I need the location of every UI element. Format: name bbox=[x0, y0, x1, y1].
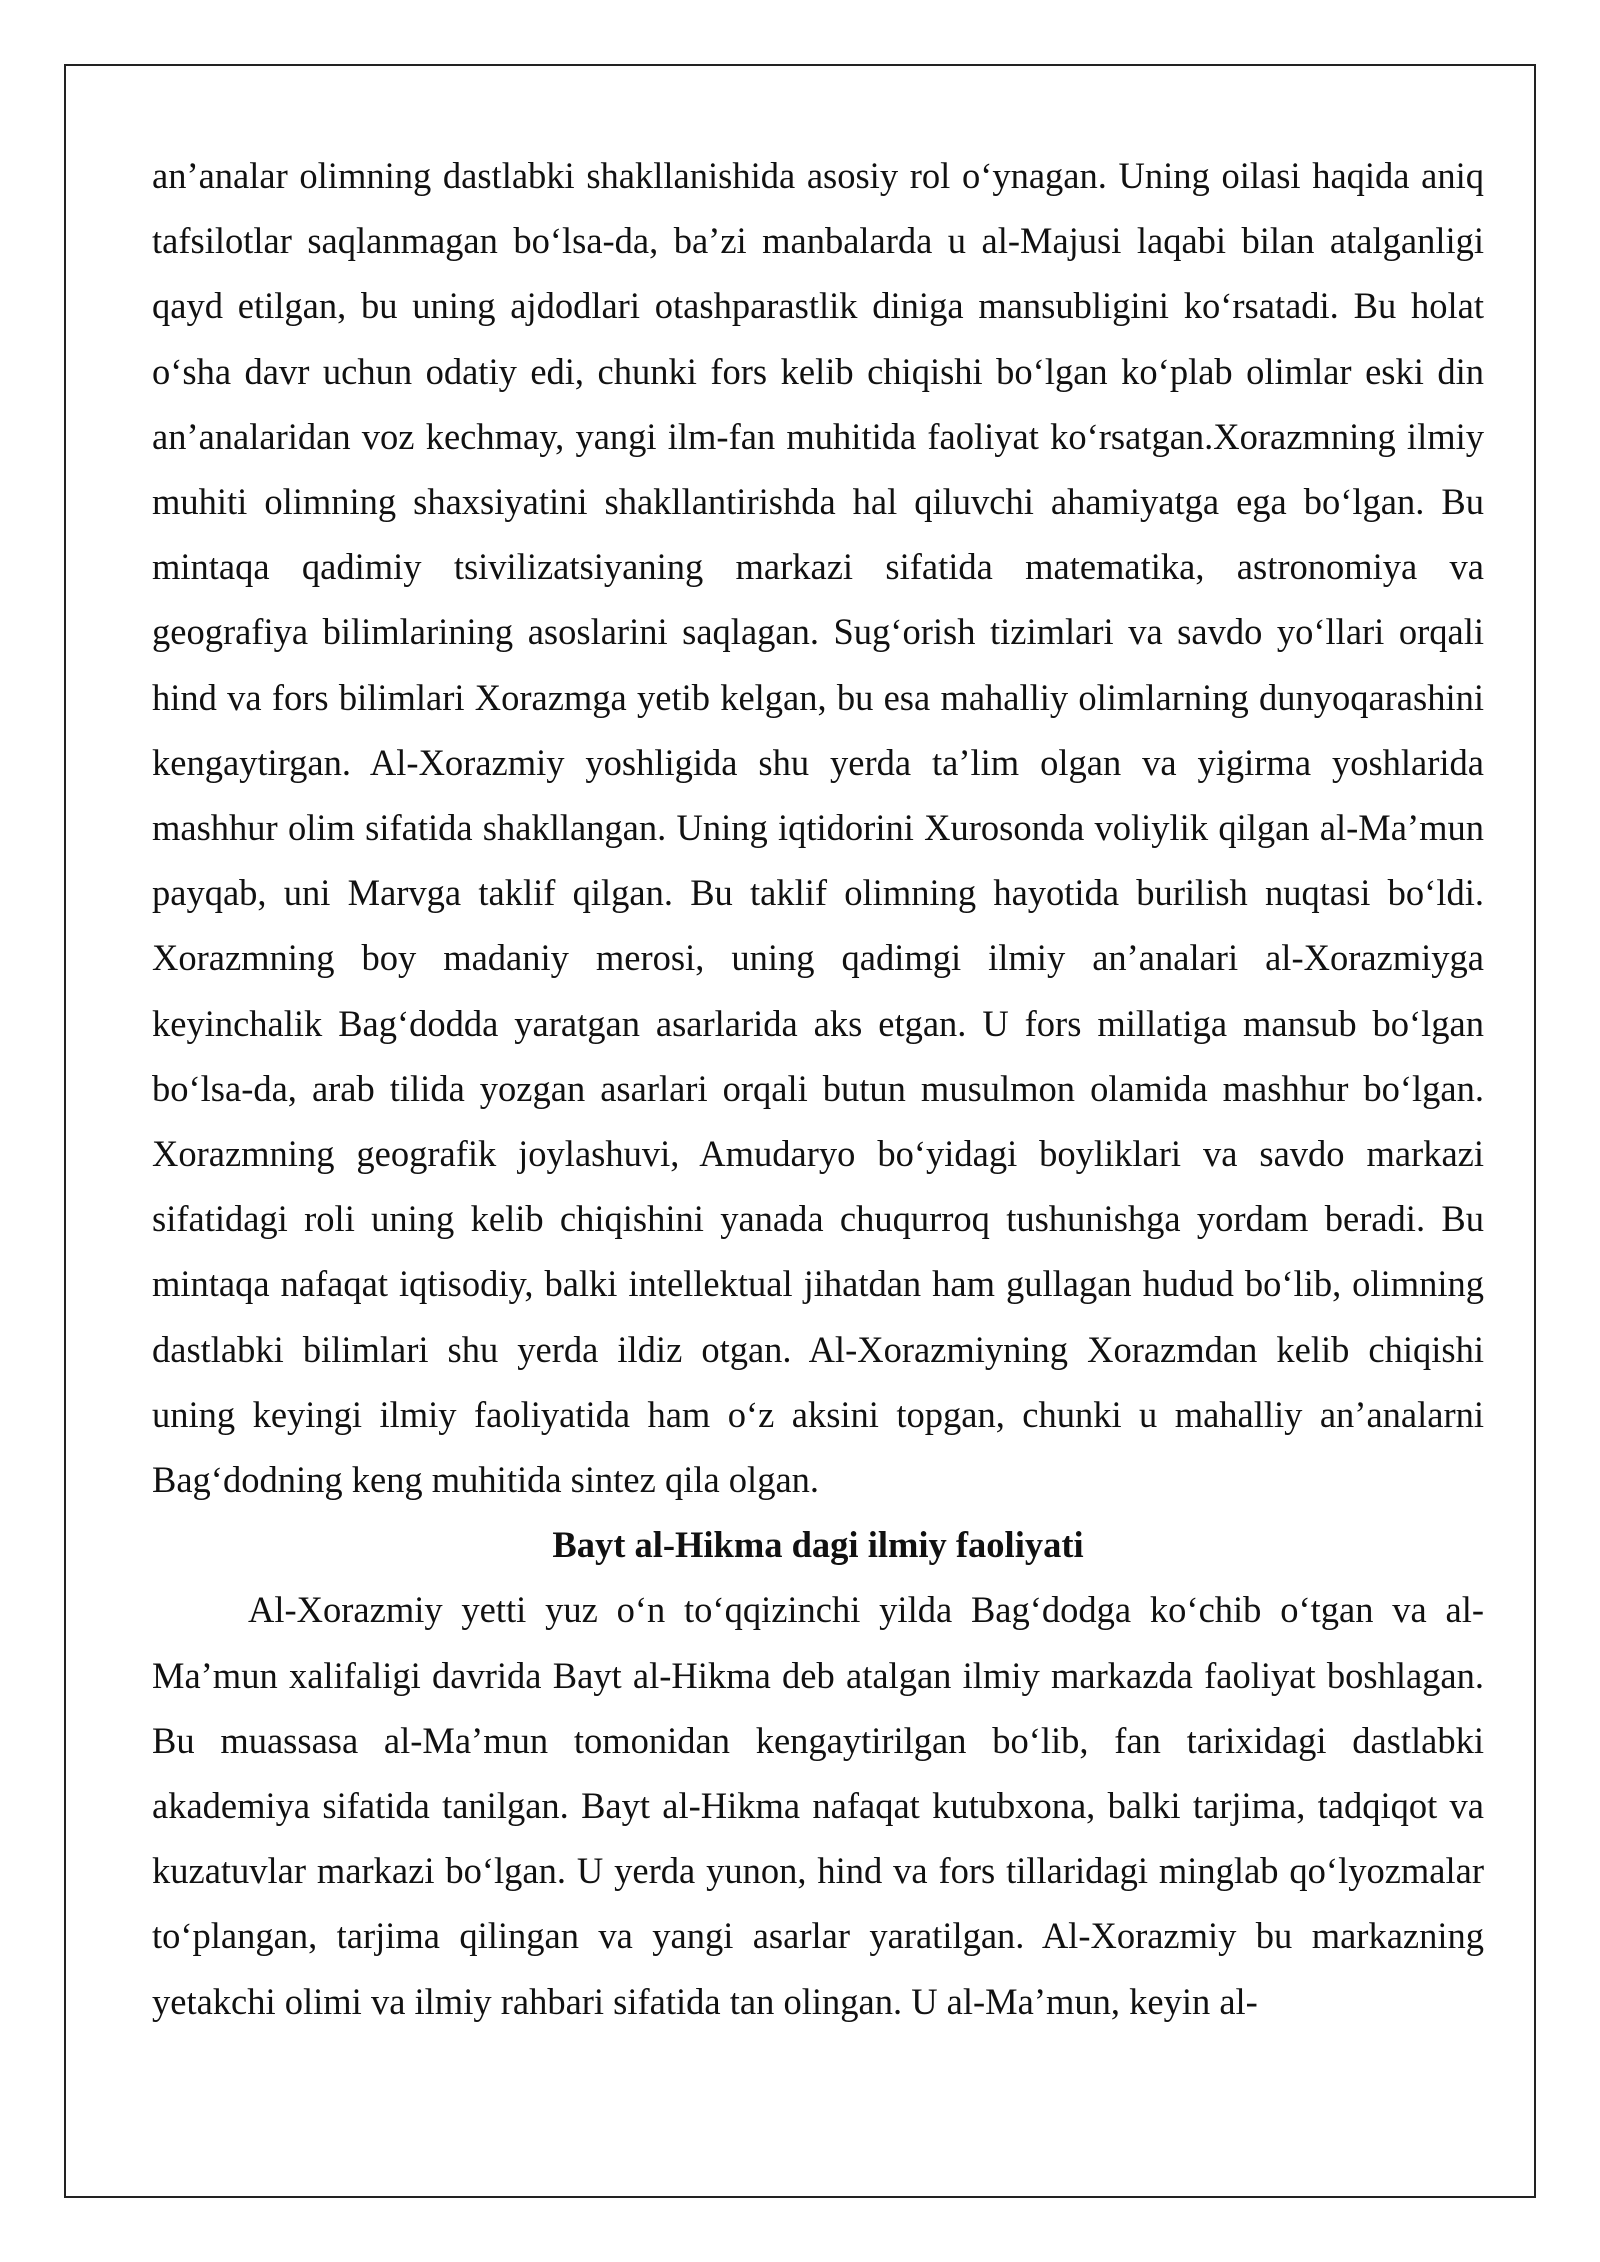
body-paragraph: Al-Xorazmiy yetti yuz o‘n to‘qqizinchi yilda Bag‘dodga ko‘chib o‘tgan va al-Ma’mun xalifaligi davrida Bayt al-Hikma deb atalgan ilmiy markazda faoliyat boshlagan. Bu muassasa al-Ma’mun tomonidan kengaytirilgan bo‘lib, fan tarixidagi dastlabki akademiya sifatida tanilgan. Bayt al-Hikma nafaqat kutubxona, balki tarjima, tadqiqot va kuzatuvlar markazi bo‘lgan. U yerda yunon, hind va fors tillaridagi minglab qo‘lyozmalar to‘plangan, tarjima qilingan va yangi asarlar yaratilgan. Al-Xorazmiy bu markazning yetakchi olimi va ilmiy rahbari sifatida tan olingan. U al-Ma’mun, keyin al- bbox=[152, 1589, 1484, 2022]
body-paragraph: an’analar olimning dastlabki shakllanishida asosiy rol o‘ynagan. Uning oilasi haqida aniq tafsilotlar saqlanmagan bo‘lsa-da, ba’zi manbalarda u al-Majusi laqabi bilan atalganligi qayd etilgan, bu uning ajdodlari otashparastlik diniga mansubligini ko‘rsatadi. Bu holat o‘sha davr uchun odatiy edi, chunki fors kelib chiqishi bo‘lgan ko‘plab olimlar eski din an’analaridan voz kechmay, yangi ilm-fan muhitida faoliyat ko‘rsatgan.Xorazmning ilmiy muhiti olimning shaxsiyatini shakllantirishda hal qiluvchi ahamiyatga ega bo‘lgan. Bu mintaqa qadimiy tsivilizatsiyaning markazi sifatida matematika, astronomiya va geografiya bilimlarining asoslarini saqlagan. Sug‘orish tizimlari va savdo yo‘llari orqali hind va fors bilimlari Xorazmga yetib kelgan, bu esa mahalliy olimlarning dunyoqarashini kengaytirgan. Al-Xorazmiy yoshligida shu yerda ta’lim olgan va yigirma yoshlarida mashhur olim sifatida shakllangan. Uning iqtidorini Xurosonda voliylik qilgan al-Ma’mun payqab, uni Marvga taklif qilgan. Bu taklif olimning hayotida burilish nuqtasi bo‘ldi. Xorazmning boy madaniy merosi, uning qadimgi ilmiy an’analari al-Xorazmiyga keyinchalik Bag‘dodda yaratgan asarlarida aks etgan. U fors millatiga mansub bo‘lgan bo‘lsa-da, arab tilida yozgan asarlari orqali butun musulmon olamida mashhur bo‘lgan. Xorazmning geografik joylashuvi, Amudaryo bo‘yidagi boyliklari va savdo markazi sifatidagi roli uning kelib chiqishini yanada chuqurroq tushunishga yordam beradi. Bu mintaqa nafaqat iqtisodiy, balki intellektual jihatdan ham gullagan hudud bo‘lib, olimning dastlabki bilimlari shu yerda ildiz otgan. Al-Xorazmiyning Xorazmdan kelib chiqishi uning keyingi ilmiy faoliyatida ham o‘z aksini topgan, chunki u mahalliy an’analarni Bag‘dodning keng muhitida sintez qila olgan. bbox=[152, 155, 1484, 1501]
section-heading: Bayt al-Hikma dagi ilmiy faoliyati bbox=[552, 1524, 1084, 1566]
page-content bbox=[152, 143, 1484, 2034]
